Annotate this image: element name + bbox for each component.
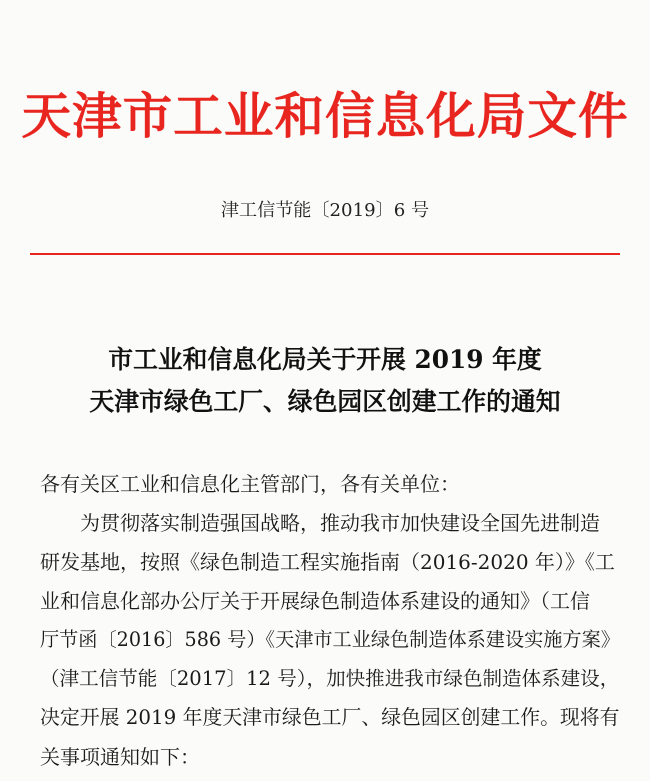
body-line: 厅节函〔2016〕586 号）《天津市工业绿色制造体系建设实施方案》 [40,628,620,651]
red-divider-rule [30,253,620,255]
notice-title-line-1: 市工业和信息化局关于开展 2019 年度 [108,345,542,374]
body-line: 业和信息化部办公厅关于开展绿色制造体系建设的通知》（工信 [40,589,590,613]
body-line: 决定开展 2019 年度天津市绿色工厂、绿色园区创建工作。现将有 [40,706,620,729]
body-line: 研发基地，按照《绿色制造工程实施指南（2016-2020 年）》《工 [40,550,615,574]
issuer-header-title: 天津市工业和信息化局文件 [21,86,629,145]
document-number: 津工信节能〔2019〕6 号 [220,200,430,221]
body-line: 为贯彻落实制造强国战略，推动我市加快建设全国先进制造 [40,511,600,535]
notice-title-line-2: 天津市绿色工厂、绿色园区创建工作的通知 [89,387,561,416]
body-line: 关事项通知如下： [40,745,200,769]
body-line: （津工信节能〔2017〕12 号），加快推进我市绿色制造体系建设， [40,667,620,690]
salutation: 各有关区工业和信息化主管部门，各有关单位： [40,472,460,496]
